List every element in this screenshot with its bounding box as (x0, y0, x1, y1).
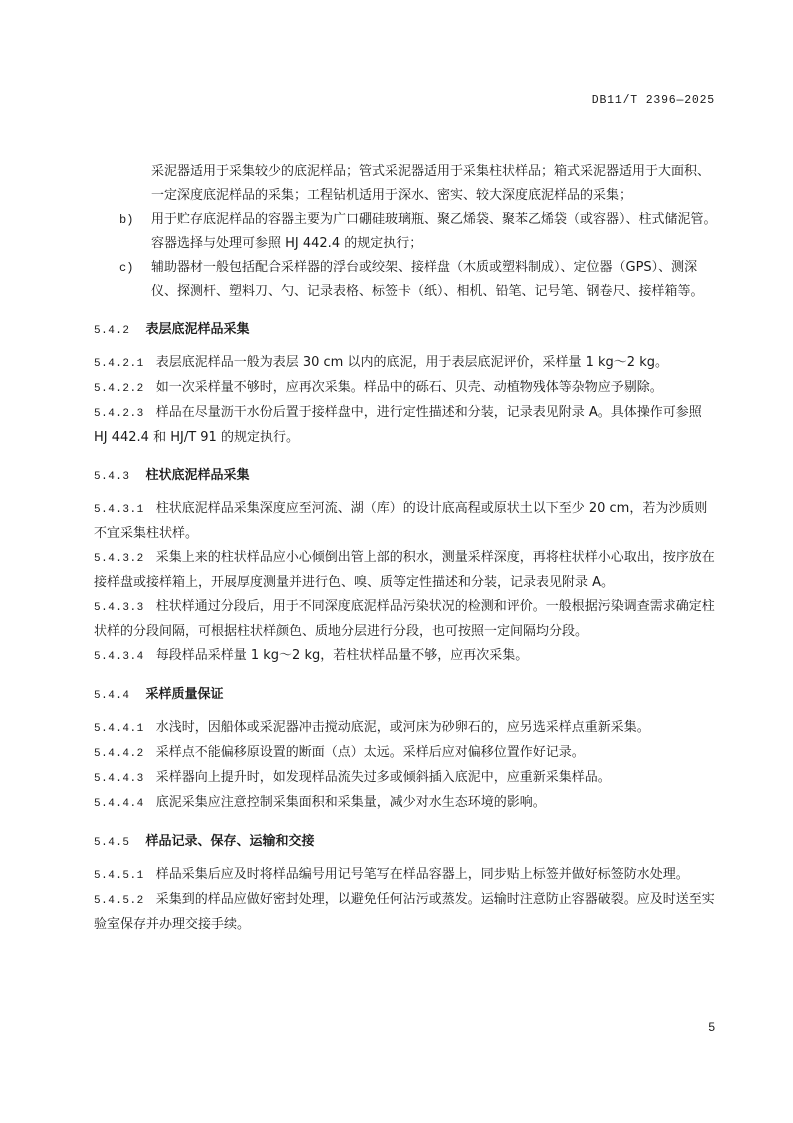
page-number: 5 (708, 1020, 715, 1034)
clause: 5.4.4.3 采样器向上提升时，如发现样品流失过多或倾斜插入底泥中，应重新采集样品。 (94, 770, 611, 785)
list-item-text: 辅助器材一般包括配合采样器的浮台或绞架、接样盘（木质或塑料制成）、定位器（GPS）、测深仪、探测杆、塑料刀、勺、记录表格、标签卡（纸）、相机、铅笔、记号笔、钢卷尺、接样箱等。 (151, 260, 704, 299)
section-heading-5-4-5: 5.4.5 样品记录、保存、运输和交接 (94, 834, 315, 849)
list-marker: b) (119, 213, 134, 227)
clause: 5.4.2.1 表层底泥样品一般为表层 30 cm 以内的底泥，用于表层底泥评价，采样量 1 kg～2 kg。 (94, 355, 668, 370)
clause: 5.4.2.2 如一次采样量不够时，应再次采集。样品中的砾石、贝壳、动植物残体等杂物应予剔除。 (94, 380, 663, 395)
list-marker: c) (119, 261, 134, 275)
list-item-text: 用于贮存底泥样品的容器主要为广口硼硅玻璃瓶、聚乙烯袋、聚苯乙烯袋（或容器）、柱式储泥管。容器选择与处理可参照 HJ 442.4 的规定执行； (151, 212, 717, 251)
clause: 5.4.4.1 水浅时，因船体或采泥器冲击搅动底泥，或河床为砂卵石的，应另选采样点重新采集。 (94, 720, 650, 735)
clause: 5.4.2.3 样品在尽量沥干水份后置于接样盘中，进行定性描述和分装，记录表见附录 A。具体操作可参照 HJ 442.4 和 HJ/T 91 的规定执行。 (94, 405, 702, 445)
document-code: DB11/T 2396—2025 (591, 94, 715, 107)
clause: 5.4.3.2 采集上来的柱状样品应小心倾倒出管上部的积水，测量采样深度，再将柱状样小心取出，按序放在接样盘或接样箱上，开展厚度测量并进行色、嗅、质等定性描述和分装，记录表见附录 A。 (94, 550, 715, 590)
clause: 5.4.3.3 柱状样通过分段后，用于不同深度底泥样品污染状况的检测和评价。一般根据污染调查需求确定柱状样的分段间隔，可根据柱状样颜色、质地分层进行分段，也可按照一定间隔均分段。 (94, 599, 715, 639)
section-heading-5-4-4: 5.4.4 采样质量保证 (94, 687, 224, 702)
section-heading-5-4-3: 5.4.3 柱状底泥样品采集 (94, 468, 250, 483)
clause: 5.4.5.1 样品采集后应及时将样品编号用记号笔写在样品容器上，同步贴上标签并做好标签防水处理。 (94, 867, 689, 882)
list-item-a-continuation: 采泥器适用于采集较少的底泥样品；管式采泥器适用于采集柱状样品；箱式采泥器适用于大面积、一定深度底泥样品的采集；工程钻机适用于深水、密实、较大深度底泥样品的采集； (151, 164, 711, 203)
list-item-c (94, 256, 718, 304)
clause: 5.4.4.4 底泥采集应注意控制采集面积和采集量，减少对水生态环境的影响。 (94, 795, 546, 810)
clause: 5.4.3.1 柱状底泥样品采集深度应至河流、湖（库）的设计底高程或原状土以下至少 20 cm，若为沙质则不宜采集柱状样。 (94, 501, 708, 541)
clause: 5.4.4.2 采样点不能偏移原设置的断面（点）太远。采样后应对偏移位置作好记录。 (94, 745, 585, 760)
list-item-b (94, 208, 718, 256)
clause: 5.4.5.2 采集到的样品应做好密封处理，以避免任何沾污或蒸发。运输时注意防止容器破裂。应及时送至实验室保存并办理交接手续。 (94, 892, 715, 932)
section-heading-5-4-2: 5.4.2 表层底泥样品采集 (94, 322, 250, 337)
document-body (94, 160, 718, 937)
clause: 5.4.3.4 每段样品采样量 1 kg～2 kg，若柱状样品量不够，应再次采集。 (94, 648, 529, 663)
